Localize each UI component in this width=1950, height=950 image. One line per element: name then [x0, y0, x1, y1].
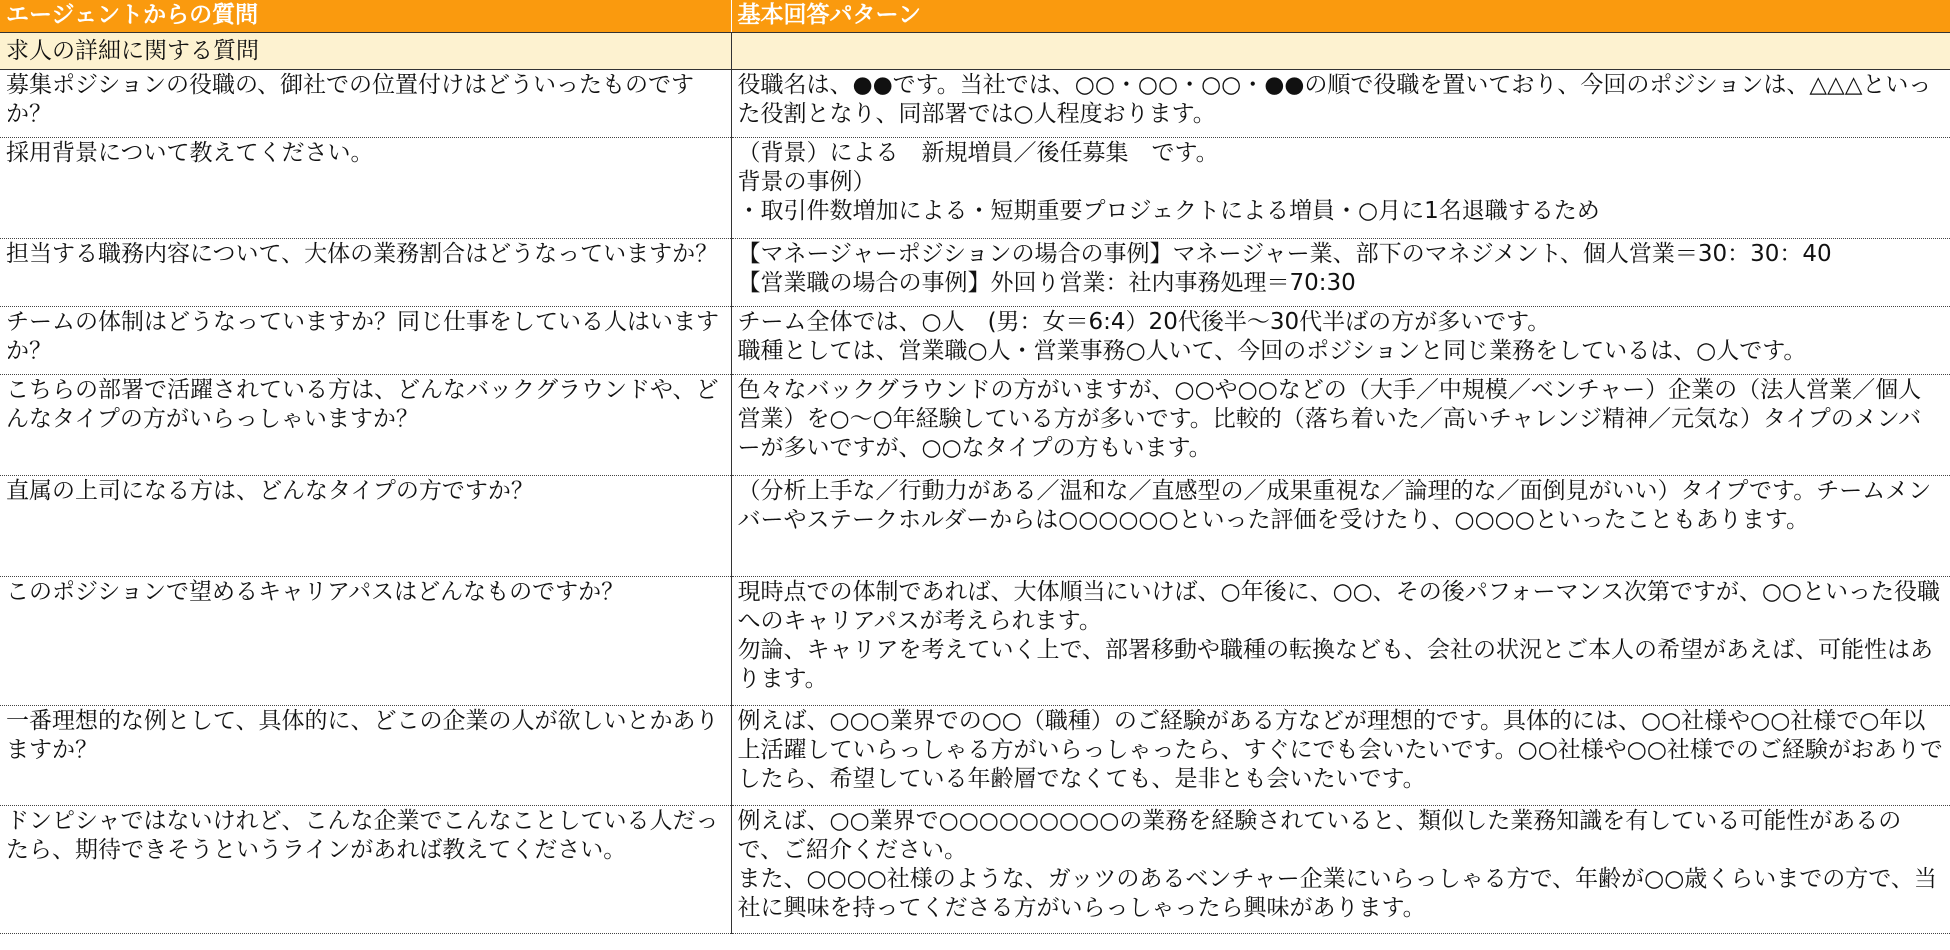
header-row: [0, 0, 1950, 33]
question-cell: 担当する職務内容について、大体の業務割合はどうなっていますか？: [0, 239, 731, 307]
answer-cell: 役職名は、●●です。当社では、○○・○○・○○・●●の順で役職を置いており、今回のポジションは、△△△といった役割となり、同部署では○人程度おります。: [731, 70, 1950, 138]
question-cell: チームの体制はどうなっていますか？同じ仕事をしている人はいますか？: [0, 307, 731, 375]
question-cell: 直属の上司になる方は、どんなタイプの方ですか？: [0, 476, 731, 577]
header-question-cell: エージェントからの質問: [0, 0, 731, 33]
table-row: [0, 70, 1950, 138]
answer-cell: （分析上手な／行動力がある／温和な／直感型の／成果重視な／論理的な／面倒見がいい）タイプです。チームメンバーやステークホルダーからは○○○○○○といった評価を受けたり、○○○○といったこともあります。: [731, 476, 1950, 577]
answer-cell: 現時点での体制であれば、大体順当にいけば、○年後に、○○、その後パフォーマンス次第ですが、○○といった役職へのキャリアパスが考えられます。 勿論、キャリアを考えていく上で、部署移動や職種の転換なども、会社の状況とご本人の希望があえば、可能性はあります。: [731, 577, 1950, 706]
question-cell: このポジションで望めるキャリアパスはどんなものですか？: [0, 577, 731, 706]
answer-cell: （背景）による 新規増員／後任募集 です。 背景の事例） ・取引件数増加による・短期重要プロジェクトによる増員・○月に1名退職するため: [731, 138, 1950, 239]
section-row: [0, 33, 1950, 70]
question-cell: 募集ポジションの役職の、御社での位置付けはどういったものですか？: [0, 70, 731, 138]
table-row: [0, 476, 1950, 577]
question-cell: こちらの部署で活躍されている方は、どんなバックグラウンドや、どんなタイプの方がいらっしゃいますか？: [0, 375, 731, 476]
header-answer-cell: 基本回答パターン: [731, 0, 1950, 33]
table-row: [0, 706, 1950, 806]
table-row: [0, 375, 1950, 476]
answer-cell: 例えば、○○業界で○○○○○○○○○の業務を経験されていると、類似した業務知識を有している可能性があるので、ご紹介ください。 また、○○○○社様のような、ガッツのあるベンチャー企業にいらっしゃる方で、年齢が○○歳くらいまでの方で、当社に興味を持ってくださる方がいらっしゃったら興味があります。: [731, 806, 1950, 934]
question-cell: ドンピシャではないけれど、こんな企業でこんなことしている人だったら、期待できそうというラインがあれば教えてください。: [0, 806, 731, 934]
table-row: [0, 307, 1950, 375]
answer-cell: 色々なバックグラウンドの方がいますが、○○や○○などの（大手／中規模／ベンチャー）企業の（法人営業／個人営業）を○〜○年経験している方が多いです。比較的（落ち着いた／高いチャレンジ精神／元気な）タイプのメンバーが多いですが、○○なタイプの方もいます。: [731, 375, 1950, 476]
question-cell: 採用背景について教えてください。: [0, 138, 731, 239]
table-row: [0, 806, 1950, 934]
answer-cell: 【マネージャーポジションの場合の事例】マネージャー業、部下のマネジメント、個人営業＝30：30：40 【営業職の場合の事例】外回り営業：社内事務処理＝70:30: [731, 239, 1950, 307]
section-title-cell: 求人の詳細に関する質問: [0, 33, 731, 70]
table-row: [0, 138, 1950, 239]
answer-cell: 例えば、○○○業界での○○（職種）のご経験がある方などが理想的です。具体的には、○○社様や○○社様で○年以上活躍していらっしゃる方がいらっしゃったら、すぐにでも会いたいです。○○社様や○○社様でのご経験がおありでしたら、希望している年齢層でなくても、是非とも会いたいです。: [731, 706, 1950, 806]
table-row: [0, 577, 1950, 706]
table-row: [0, 239, 1950, 307]
section-answer-cell: [731, 33, 1950, 70]
question-cell: 一番理想的な例として、具体的に、どこの企業の人が欲しいとかありますか？: [0, 706, 731, 806]
answer-cell: チーム全体では、○人 (男：女＝6:4）20代後半〜30代半ばの方が多いです。 職種としては、営業職○人・営業事務○人いて、今回のポジションと同じ業務をしているは、○人です。: [731, 307, 1950, 375]
